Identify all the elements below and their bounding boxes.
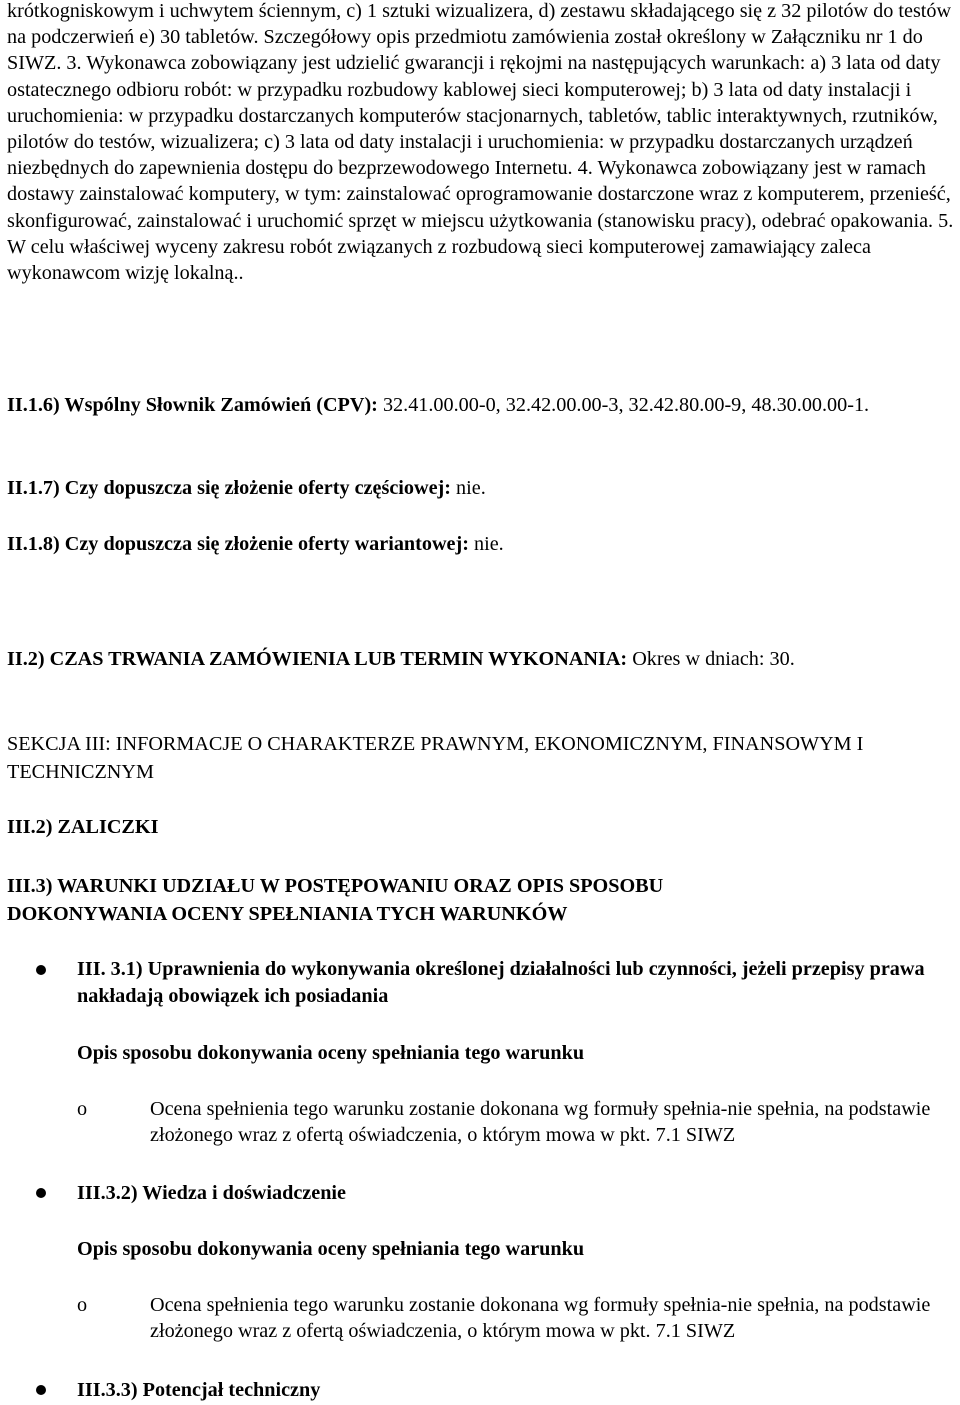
partial-offer-line <box>7 475 486 501</box>
variant-offer-label: II.1.8) Czy dopuszcza się złożenie oferty wariantowej: <box>7 533 469 555</box>
partial-offer-value: nie. <box>450 477 486 499</box>
cpv-value: 32.41.00.00-0, 32.42.00.00-3, 32.42.80.00-9, 48.30.00.00-1. <box>377 394 870 416</box>
duration-label: II.2) CZAS TRWANIA ZAMÓWIENIA LUB TERMIN WYKONANIA: <box>7 648 628 670</box>
item-2-opis-text: Ocena spełnienia tego warunku zostanie dokonana wg formuły spełnia-nie spełnia, na podstawie złożonego wraz z ofertą oświadczenia, o którym mowa w pkt. 7.1 SIWZ <box>150 1294 931 1342</box>
item-1-opis-text: Ocena spełnienia tego warunku zostanie dokonana wg formuły spełnia-nie spełnia, na podstawie złożonego wraz z ofertą oświadczenia, o którym mowa w pkt. 7.1 SIWZ <box>150 1098 931 1146</box>
item-2-heading: III.3.2) Wiedza i doświadczenie <box>77 1182 346 1204</box>
item-1-opis-label: Opis sposobu dokonywania oceny spełniania tego warunku <box>77 1042 585 1064</box>
circle-bullet-icon: o <box>77 1098 88 1120</box>
variant-offer-line <box>7 531 504 557</box>
duration-value: Okres w dniach: 30. <box>627 648 795 670</box>
zaliczki-heading: III.2) ZALICZKI <box>7 816 159 838</box>
section-3-title: SEKCJA III: INFORMACJE O CHARAKTERZE PRAWNYM, EKONOMICZNYM, FINANSOWYM I TECHNICZNYM <box>7 733 864 783</box>
item-2-opis-label: Opis sposobu dokonywania oceny spełniania tego warunku <box>77 1238 585 1260</box>
partial-offer-label: II.1.7) Czy dopuszcza się złożenie oferty częściowej: <box>7 477 451 499</box>
cpv-label: II.1.6) Wspólny Słownik Zamówień (CPV): <box>7 394 378 416</box>
bullet-icon <box>36 1385 46 1395</box>
duration-line <box>7 646 957 672</box>
item-1-heading: III. 3.1) Uprawnienia do wykonywania określonej działalności lub czynności, jeżeli przepisy prawa nakładają obowiązek ich posiadania <box>77 958 925 1007</box>
bullet-icon <box>36 965 46 975</box>
circle-bullet-icon: o <box>77 1294 88 1316</box>
body-paragraph: krótkogniskowym i uchwytem ściennym, c) 1 sztuki wizualizera, d) zestawu składającego się z 32 pilotów do testów na podczerwień e) 30 tabletów. Szczegółowy opis przedmiotu zamówienia został określony w Załączniku nr 1 do SIWZ. 3. Wykonawca zobowiązany jest udzielić gwarancji i rękojmi na następujących warunkach: a) 3 lata od daty ostatecznego odbioru robót: w przypadku rozbudowy kablowej sieci komputerowej; b) 3 lata od daty instalacji i uruchomienia: w przypadku dostarczanych komputerów stacjonarnych, tabletów, tablic interaktywnych, rzutników, pilotów do testów, wizualizera; c) 3 lata od daty instalacji i uruchomienia: w przypadku dostarczanych urządzeń niezbędnych do zapewnienia dostępu do bezprzewodowego Internetu. 4. Wykonawca zobowiązany jest w ramach dostawy zainstalować komputery, w tym: zainstalować oprogramowanie dostarczone wraz z komputerem, przenieść, skonfigurować, zainstalować i uruchomić sprzęt w miejscu użytkowania (stanowisku pracy), odebrać opakowania. 5. W celu właściwej wyceny zakresu robót związanych z rozbudową sieci komputerowej zamawiający zaleca wykonawcom wizję lokalną.. <box>7 0 954 285</box>
cpv-line <box>7 392 957 418</box>
warunki-heading: III.3) WARUNKI UDZIAŁU W POSTĘPOWANIU ORAZ OPIS SPOSOBU DOKONYWANIA OCENY SPEŁNIANIA TYCH WARUNKÓW <box>7 875 664 925</box>
item-3-heading: III.3.3) Potencjał techniczny <box>77 1379 321 1401</box>
variant-offer-value: nie. <box>468 533 504 555</box>
bullet-icon <box>36 1188 46 1198</box>
